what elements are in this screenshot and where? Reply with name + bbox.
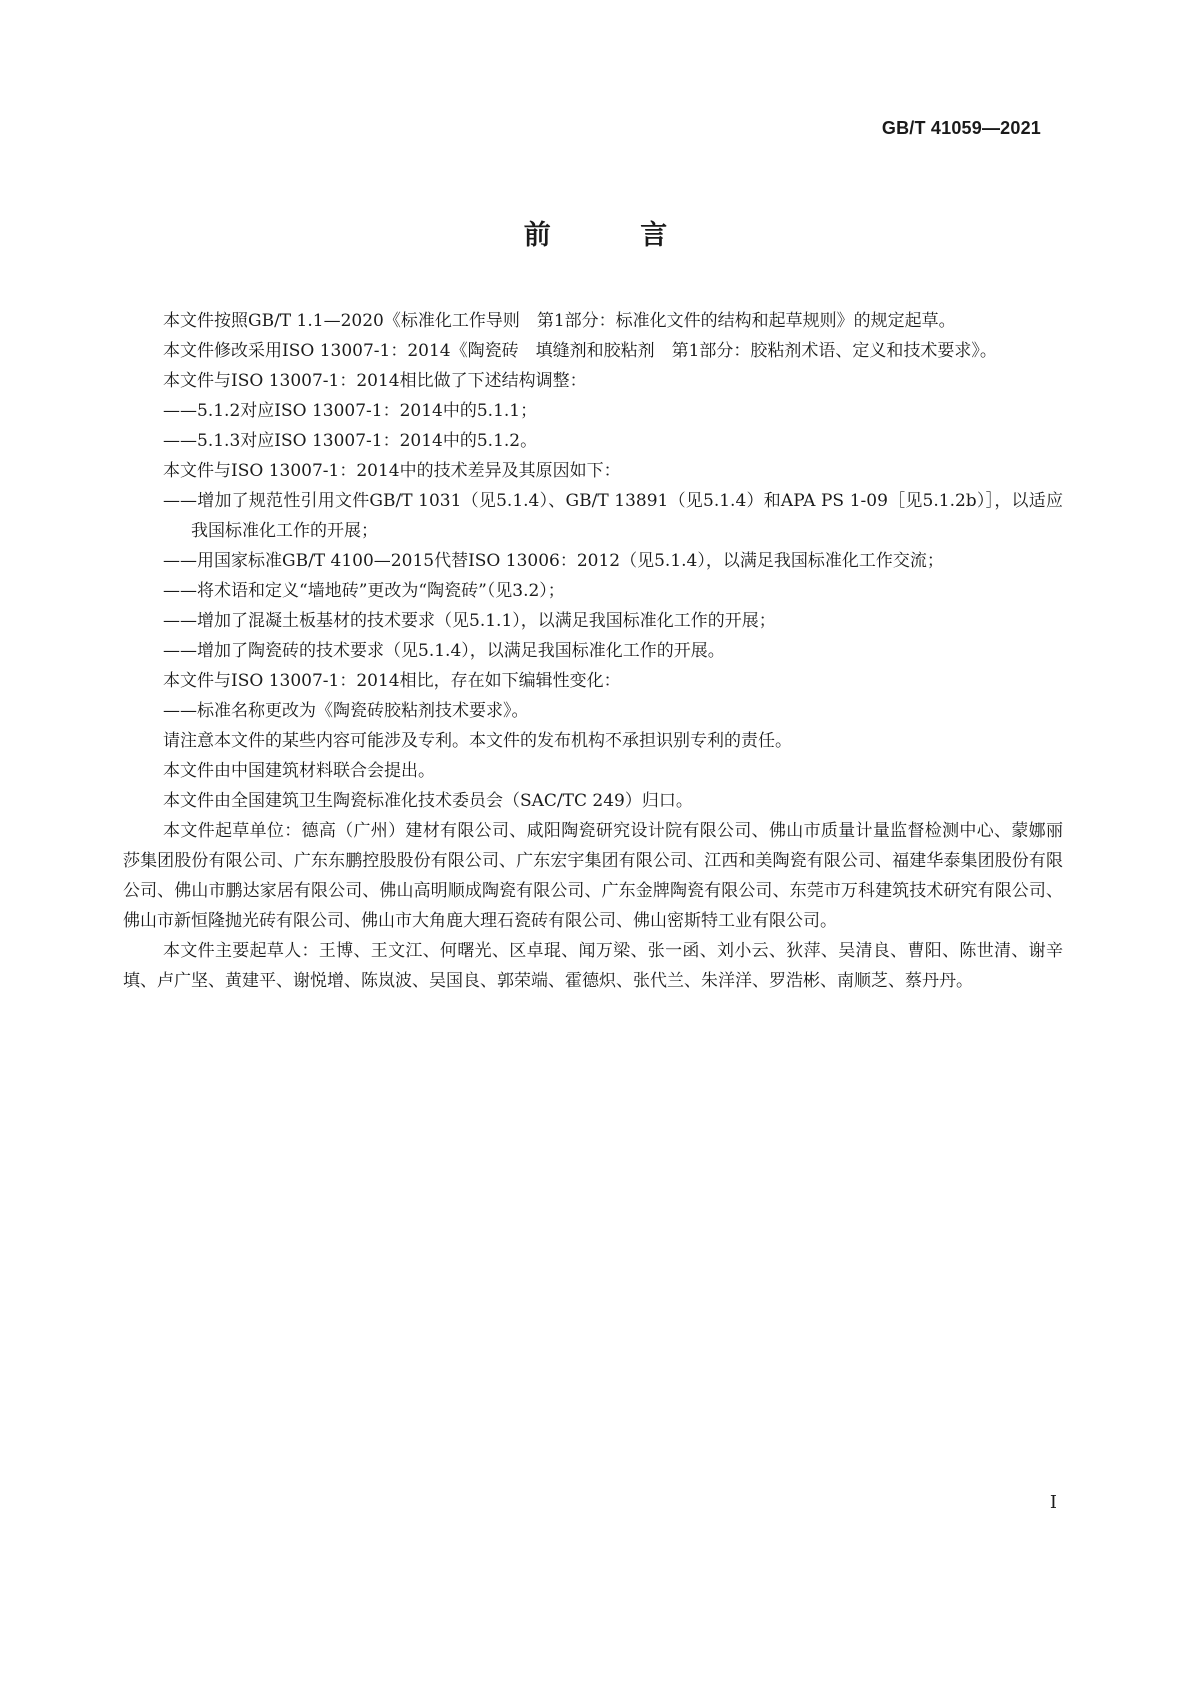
paragraph-proposer: 本文件由中国建筑材料联合会提出。 <box>163 761 435 781</box>
list-item: ——5.1.2对应ISO 13007-1：2014中的5.1.1； <box>163 401 538 421</box>
paragraph-editorial-changes: 本文件与ISO 13007-1：2014相比，存在如下编辑性变化： <box>163 671 621 691</box>
list-item: ——增加了陶瓷砖的技术要求（见5.1.4），以满足我国标准化工作的开展。 <box>163 641 725 661</box>
list-item: ——将术语和定义“墙地砖”更改为“陶瓷砖”（见3.2）； <box>163 581 565 601</box>
page-title: 前 言 <box>523 220 708 251</box>
document-body <box>123 306 1063 996</box>
list-item: ——增加了规范性引用文件GB/T 1031（见5.1.4）、GB/T 13891（见5.1.4）和APA PS 1-09［见5.1.2b）］，以适应我国标准化工作的开展； <box>163 491 1063 541</box>
page-number: I <box>1049 1492 1057 1513</box>
paragraph-drafting-rules: 本文件按照GB/T 1.1—2020《标准化工作导则 第1部分：标准化文件的结构和起草规则》的规定起草。 <box>163 311 956 331</box>
list-item: ——增加了混凝土板基材的技术要求（见5.1.1），以满足我国标准化工作的开展； <box>163 611 776 631</box>
paragraph-adoption: 本文件修改采用ISO 13007-1：2014《陶瓷砖 填缝剂和胶粘剂 第1部分：胶粘剂术语、定义和技术要求》。 <box>163 341 997 361</box>
paragraph-technical-differences: 本文件与ISO 13007-1：2014中的技术差异及其原因如下： <box>163 461 621 481</box>
standard-code: GB/T 41059—2021 <box>881 118 1041 138</box>
paragraph-structure-changes: 本文件与ISO 13007-1：2014相比做了下述结构调整： <box>163 371 587 391</box>
paragraph-drafting-organizations: 本文件起草单位：德高（广州）建材有限公司、咸阳陶瓷研究设计院有限公司、佛山市质量计量监督检测中心、蒙娜丽莎集团股份有限公司、广东东鹏控股股份有限公司、广东宏宇集团有限公司、江西和美陶瓷有限公司、福建华泰集团股份有限公司、佛山市鹏达家居有限公司、佛山高明顺成陶瓷有限公司、广东金牌陶瓷有限公司、东莞市万科建筑技术研究有限公司、佛山市新恒隆抛光砖有限公司、佛山市大角鹿大理石瓷砖有限公司、佛山密斯特工业有限公司。 <box>123 821 1063 931</box>
list-item: ——5.1.3对应ISO 13007-1：2014中的5.1.2。 <box>163 431 538 451</box>
list-item: ——标准名称更改为《陶瓷砖胶粘剂技术要求》。 <box>163 701 529 721</box>
paragraph-patent-notice: 请注意本文件的某些内容可能涉及专利。本文件的发布机构不承担识别专利的责任。 <box>163 731 792 751</box>
paragraph-drafters: 本文件主要起草人：王博、王文江、何曙光、区卓琨、闻万梁、张一函、刘小云、狄萍、吴清良、曹阳、陈世清、谢辛填、卢广坚、黄建平、谢悦增、陈岚波、吴国良、郭荣端、霍德炽、张代兰、朱洋洋、罗浩彬、南顺芝、蔡丹丹。 <box>123 941 1063 991</box>
paragraph-committee: 本文件由全国建筑卫生陶瓷标准化技术委员会（SAC/TC 249）归口。 <box>163 791 693 811</box>
list-item: ——用国家标准GB/T 4100—2015代替ISO 13006：2012（见5.1.4），以满足我国标准化工作交流； <box>163 551 944 571</box>
